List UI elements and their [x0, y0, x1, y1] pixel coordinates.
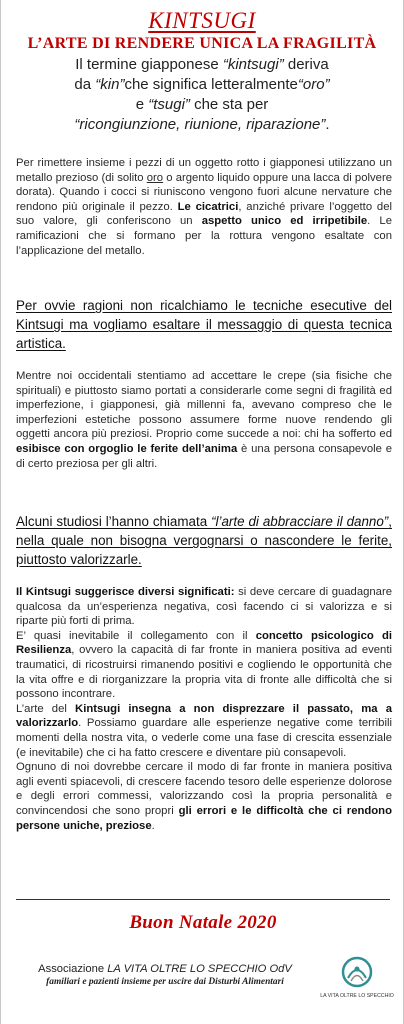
intro-block — [1, 55, 403, 135]
association-block — [15, 962, 315, 989]
association-logo — [317, 956, 397, 998]
mirror-logo-icon — [340, 956, 374, 988]
paragraph-imperfection: Mentre noi occidentali stentiamo ad accettare le crepe (sia fisiche che spirituali) e piuttosto siamo portati a considerarle come segni di fragilità ed imperfezione, i giapponesi, già millenni fa, avevano compreso che le imperfezioni estetiche possono assumere forme nuove rendendo gli oggetti ancora più preziosi. Proprio come succede a noi: chi ha sofferto ed esibisce con orgoglio le ferite dell’anima è una persona consapevole e di certo preziosa per gli altri. — [16, 370, 392, 470]
association-name: Associazione LA VITA OLTRE LO SPECCHIO OdV — [38, 963, 292, 975]
logo-caption: LA VITA OLTRE LO SPECCHIO — [320, 993, 394, 999]
association-tagline: familiari e pazienti insieme per uscire dai Disturbi Alimentari — [46, 977, 284, 987]
heading-message: Per ovvie ragioni non ricalchiamo le tecniche esecutive del Kintsugi ma vogliamo esaltare il messaggio di questa tecnica artistica. — [16, 298, 392, 351]
divider — [16, 899, 390, 900]
intro-line-1: Il termine giapponese “kintsugi” deriva — [75, 56, 329, 73]
paragraph-meaning: Per rimettere insieme i pezzi di un oggetto rotto i giapponesi utilizzano un metallo prezioso (di solito oro o argento liquido oppure una lacca di polvere dorata). Quando i cocci si riuniscono vengono fuori alcune nervature che rendono più originale il pezzo. Le cicatrici, anziché privare l’oggetto del suo valore, gli conferiscono un aspetto unico ed irripetibile. Le ramificazioni che si formano per la rottura vengono esaltate con l’applicazione del metallo. — [16, 157, 393, 257]
heading-embrace-damage: Alcuni studiosi l’hanno chiamata “l’arte di abbracciare il danno”, nella quale non bisogna vergognarsi o nascondere le ferite, piuttosto valorizzarle. — [16, 514, 393, 567]
meanings-line-2: E’ quasi inevitabile il collegamento con il concetto psicologico di Resilienza, ovvero la capacità di far fronte in maniera positiva ad eventi traumatici, di ricostruirsi rimanendo positivi e cogliendo le opportunità che la vita offre e di riorganizzare la propria vita di fronte alle difficoltà che si possono incontrare. — [16, 629, 392, 701]
page-title: KINTSUGI — [148, 8, 256, 33]
meanings-line-1: Il Kintsugi suggerisce diversi significati: si deve cercare di guadagnare qualcosa da un’esperienza negativa, così facendo ci si valorizza e si riparte più forti di prima. — [16, 586, 393, 628]
intro-line-2: da “kin”che significa letteralmente“oro” — [74, 76, 330, 93]
page-subtitle: L’ARTE DI RENDERE UNICA LA FRAGILITÀ — [27, 35, 377, 52]
intro-line-3: e “tsugi” che sta per — [135, 96, 269, 113]
paragraph-meanings — [16, 585, 392, 833]
meanings-line-4: Ognuno di noi dovrebbe cercare il modo di far fronte in maniera positiva agli eventi spiacevoli, di crescere facendo tesoro delle esperienze dolorose e degli errori commessi, valorizzando così la propria personalità e convincendosi che sono propri gli errori e le difficoltà che ci rendono persone uniche, preziose. — [16, 761, 392, 832]
christmas-greeting: Buon Natale 2020 — [129, 912, 277, 933]
meanings-line-3: L’arte del Kintsugi insegna a non disprezzare il passato, ma a valorizzarlo. Possiamo guardare alle esperienze negative come terribili momenti della nostra vita, o vederle come una fase di crescita essenziale (e inevitabile) che ci ha fatto crescere e diventare più consapevoli. — [16, 702, 392, 759]
intro-line-4: “ricongiunzione, riunione, riparazione”. — [74, 116, 330, 133]
